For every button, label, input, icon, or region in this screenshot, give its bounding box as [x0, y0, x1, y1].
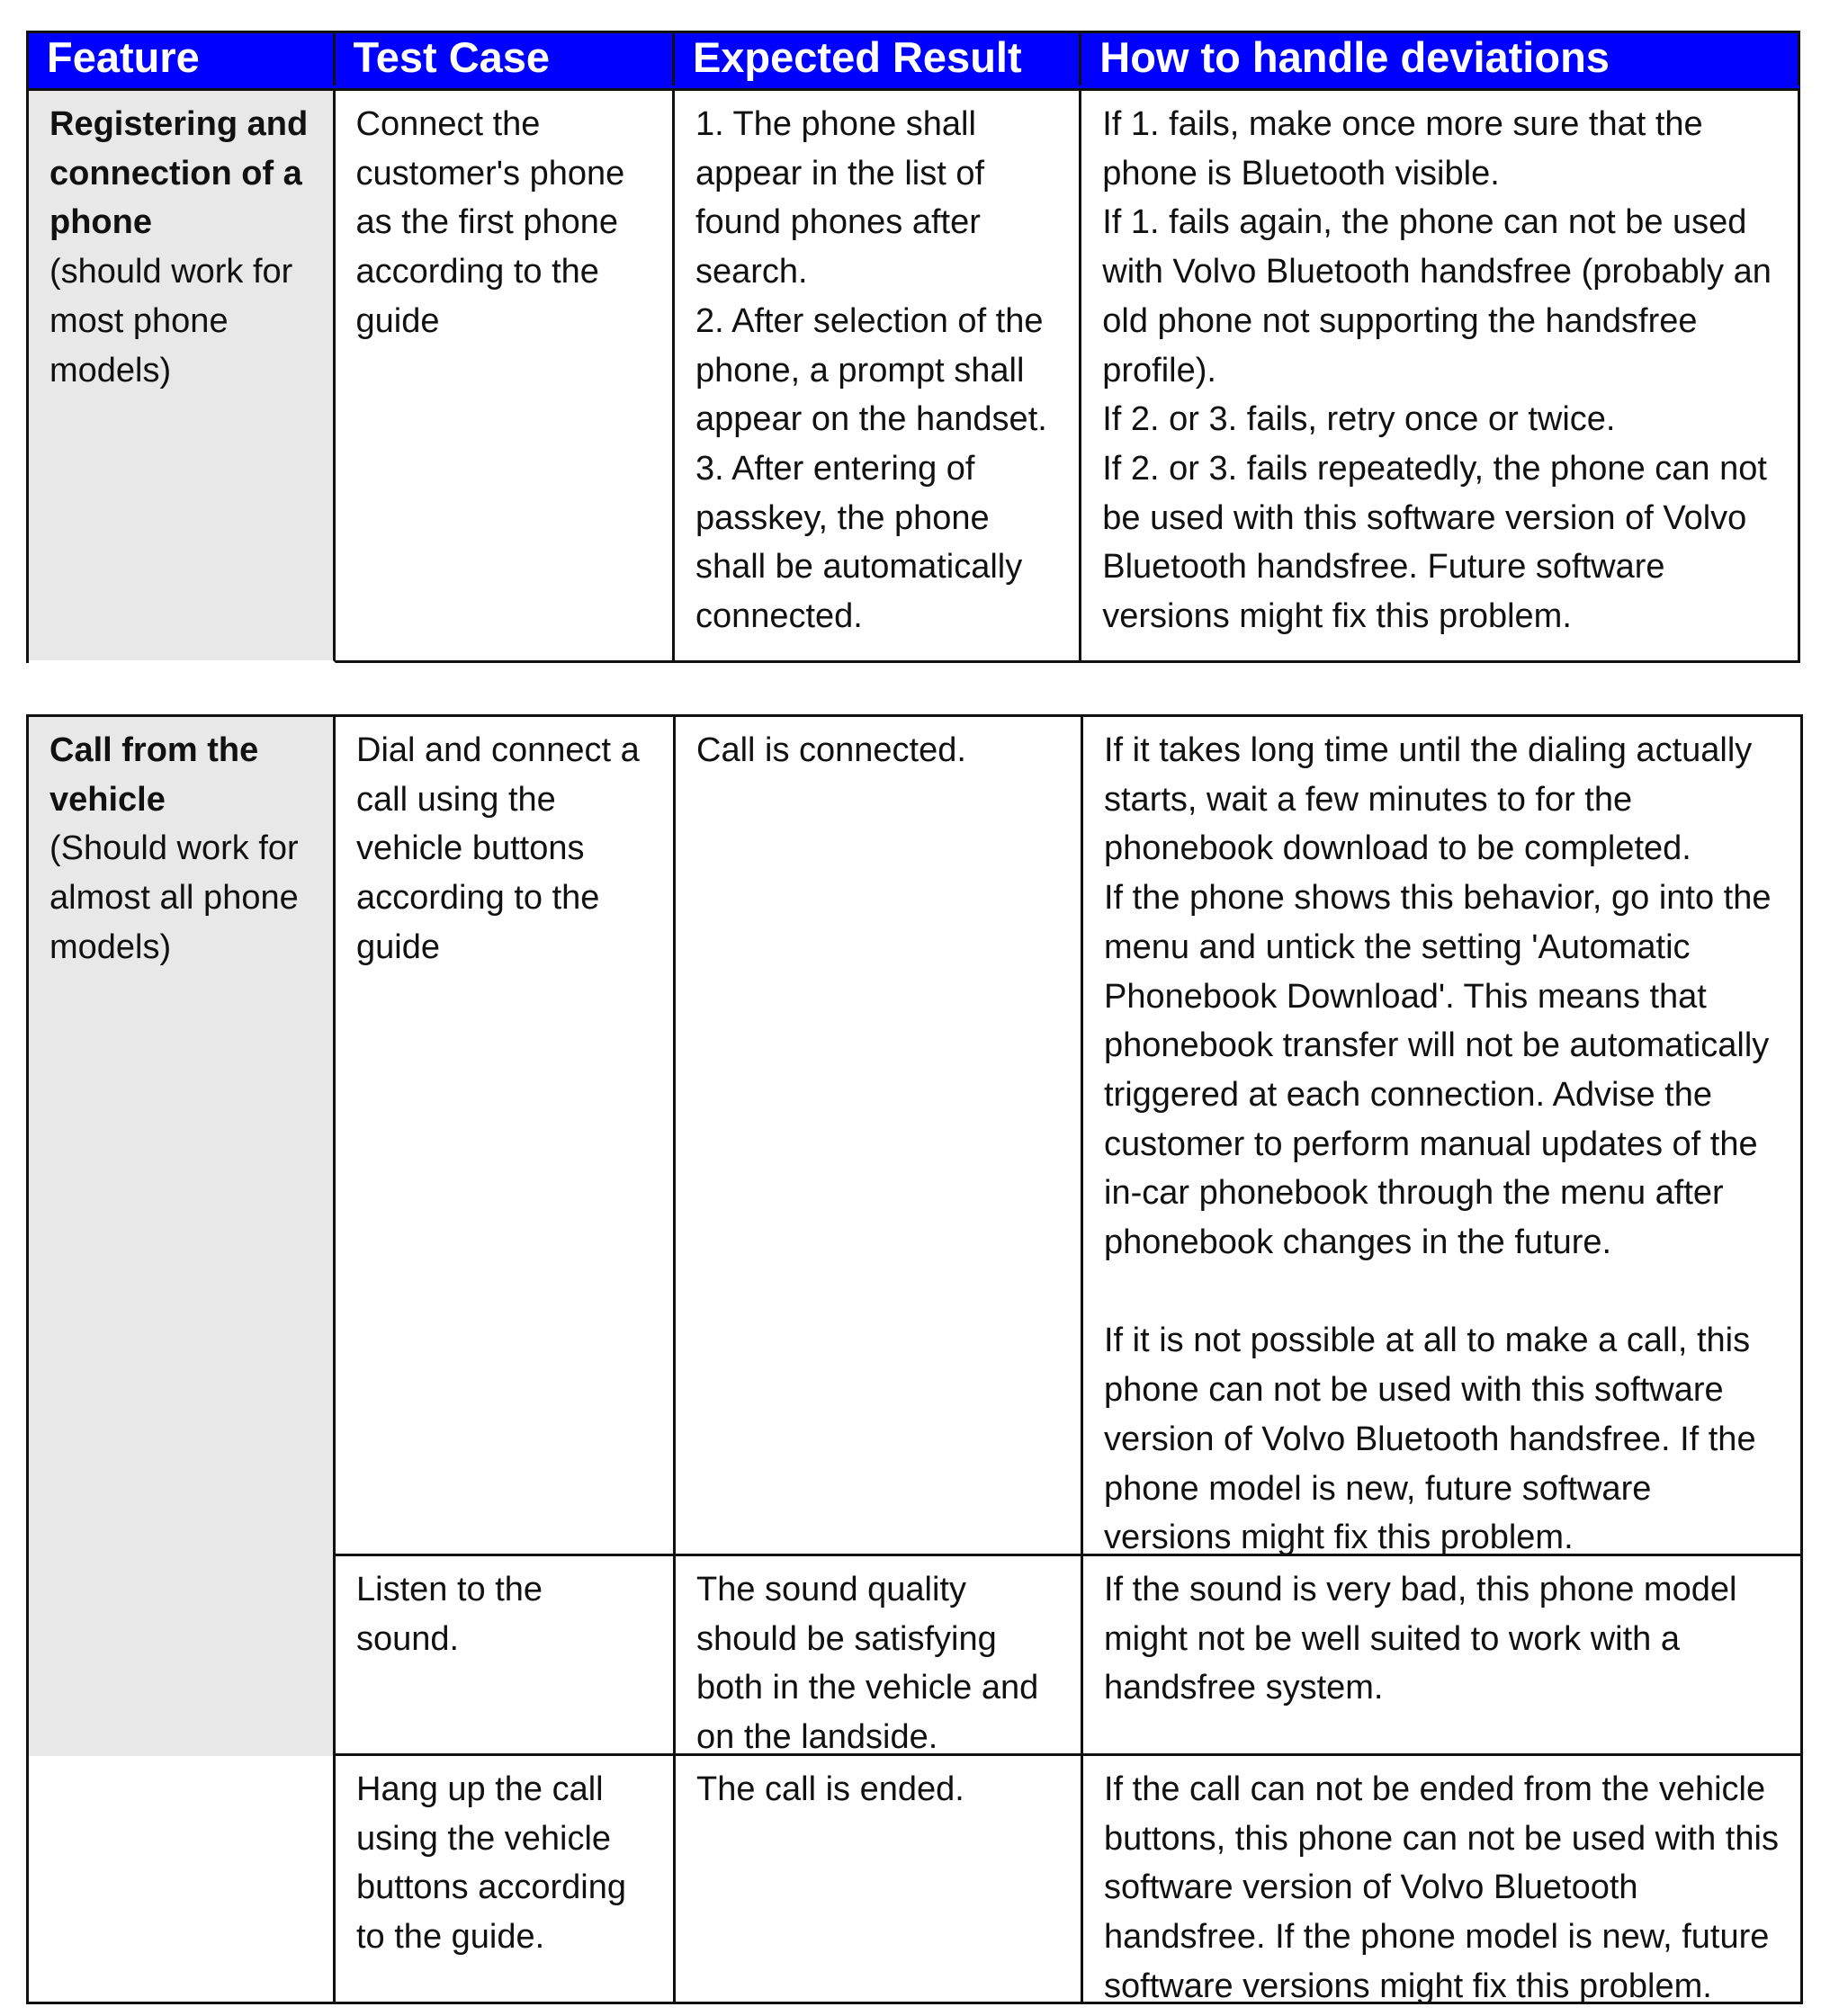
expected-result-cell [675, 91, 1081, 660]
feature-cell [29, 717, 336, 1556]
text-line: found phones after [695, 203, 981, 242]
expected-result-cell [676, 1756, 1083, 2002]
text-line: vehicle [49, 780, 166, 819]
text-line: customer's phone [355, 154, 625, 193]
table-header [26, 31, 1800, 91]
text-line: handsfree. If the phone model is new, future [1104, 1918, 1770, 1957]
text-line: If 2. or 3. fails repeatedly, the phone can not [1102, 449, 1767, 488]
text-line: If the call can not be ended from the vehicle [1104, 1770, 1766, 1808]
text-line: handsfree system. [1104, 1669, 1384, 1707]
table-row [29, 1556, 1803, 1756]
feature-note [49, 824, 313, 972]
text-line: If it takes long time until the dialing actually [1104, 731, 1753, 769]
text-line: Listen to the sound. [356, 1571, 543, 1658]
text-line: be used with this software version of Volvo [1102, 498, 1747, 537]
text-line: software versions might fix this problem. [1104, 1967, 1712, 2005]
table-row [29, 717, 1803, 1556]
text-line: 3. After entering of [695, 449, 975, 488]
text-line: vehicle buttons [356, 829, 585, 868]
text-line: Call is connected. [696, 731, 966, 769]
text-line: to the guide. [356, 1918, 545, 1957]
text-line: phone, a prompt shall [695, 351, 1025, 390]
text-line: appear on the handset. [695, 400, 1047, 439]
text-line: If the sound is very bad, this phone model [1104, 1571, 1737, 1608]
text-line: Connect the [355, 105, 541, 143]
text-line: (Should work for [49, 829, 299, 868]
text-line: versions might fix this problem. [1104, 1519, 1574, 1557]
text-line: Call from the [49, 731, 259, 769]
text-line: guide [356, 927, 440, 966]
text-line: models) [49, 927, 172, 966]
text-line: menu and untick the setting 'Automatic [1104, 927, 1691, 966]
header-test-case: Test Case [336, 33, 675, 85]
deviations-cell [1081, 91, 1800, 660]
text-line: according to the [355, 253, 599, 291]
test-case-cell [336, 1756, 676, 2002]
feature-title [49, 726, 313, 824]
header-deviations: How to handle deviations [1081, 33, 1800, 85]
text-line: phonebook changes in the future. [1104, 1223, 1612, 1262]
table-registering [26, 31, 1800, 663]
table-row [29, 1756, 1803, 2005]
feature-cell-empty [29, 1756, 336, 2002]
text-line: connected. [695, 597, 863, 636]
text-line: The sound quality [696, 1571, 966, 1608]
text-line: shall be automatically [695, 548, 1023, 587]
text-line: software version of Volvo Bluetooth [1104, 1868, 1638, 1907]
test-case-cell [336, 1556, 676, 1753]
text-line: Bluetooth handsfree. Future software [1102, 548, 1665, 587]
text-line: call using the [356, 780, 556, 819]
text-line: Hang up the call [356, 1770, 604, 1808]
text-line: 2. After selection of the [695, 301, 1044, 340]
text-line: If 2. or 3. fails, retry once or twice. [1102, 400, 1616, 439]
text-line: connection of a [49, 154, 302, 193]
expected-result-cell [676, 717, 1083, 1554]
text-line: using the vehicle [356, 1819, 612, 1858]
text-line: Dial and connect a [356, 731, 640, 769]
text-line: triggered at each connection. Advise the [1104, 1075, 1713, 1114]
text-line: 1. The phone shall [695, 105, 976, 143]
text-line: buttons, this phone can not be used with this [1104, 1819, 1779, 1858]
feature-note [49, 247, 313, 395]
header-expected-result: Expected Result [675, 33, 1081, 85]
text-line: search. [695, 253, 808, 291]
text-line: phone is Bluetooth visible. [1102, 154, 1500, 193]
text-line: phone model is new, future software [1104, 1469, 1652, 1508]
text-line: according to the [356, 879, 600, 918]
text-line: might not be well suited to work with a [1104, 1619, 1680, 1658]
feature-cell-continued [29, 1554, 336, 1756]
deviations-cell [1083, 1756, 1803, 2005]
text-line: guide [355, 301, 440, 340]
text-line: If the phone shows this behavior, go into the [1104, 879, 1772, 918]
text-line: as the first phone [355, 203, 619, 242]
text-line: with Volvo Bluetooth handsfree (probably an [1102, 253, 1772, 291]
text-line: Registering and [49, 105, 309, 143]
text-line: phonebook transfer will not be automatically [1104, 1026, 1770, 1065]
test-case-cell [336, 91, 675, 660]
text-line: If 1. fails again, the phone can not be used [1102, 203, 1747, 242]
text-line: starts, wait a few minutes to for the [1104, 780, 1633, 819]
text-line: phone can not be used with this software [1104, 1371, 1724, 1410]
text-line: appear in the list of [695, 154, 985, 193]
deviations-cell [1083, 1556, 1803, 1753]
feature-cell [29, 91, 336, 663]
text-line: buttons according [356, 1868, 626, 1907]
text-line: almost all phone [49, 879, 299, 918]
text-line: models) [49, 351, 172, 390]
text-line: (should work for [49, 253, 293, 291]
text-line: both in the vehicle and [696, 1669, 1039, 1707]
text-line: versions might fix this problem. [1102, 597, 1572, 636]
text-line: on the landside. [696, 1718, 938, 1757]
table-call-from-vehicle [26, 714, 1803, 2004]
text-line: most phone [49, 301, 229, 340]
feature-title [49, 100, 313, 247]
text-line: The call is ended. [696, 1770, 964, 1808]
text-line: customer to perform manual updates of the [1104, 1124, 1758, 1163]
text-line: profile). [1102, 351, 1216, 390]
text-line: Phonebook Download'. This means that [1104, 977, 1707, 1016]
text-line: phone [49, 203, 152, 242]
text-line: If it is not possible at all to make a call, this [1104, 1322, 1751, 1360]
test-case-cell [336, 717, 676, 1554]
deviations-cell [1083, 717, 1803, 1557]
text-line: should be satisfying [696, 1619, 997, 1658]
table-row [26, 91, 1800, 663]
header-feature: Feature [29, 33, 336, 85]
text-line: passkey, the phone [695, 498, 990, 537]
expected-result-cell [676, 1556, 1083, 1757]
text-line: version of Volvo Bluetooth handsfree. If the [1104, 1420, 1756, 1458]
paragraph-gap [1104, 1268, 1781, 1317]
text-line: in-car phonebook through the menu after [1104, 1174, 1724, 1213]
text-line: If 1. fails, make once more sure that the [1102, 105, 1703, 143]
text-line: phonebook download to be completed. [1104, 829, 1691, 868]
text-line: old phone not supporting the handsfree [1102, 301, 1698, 340]
